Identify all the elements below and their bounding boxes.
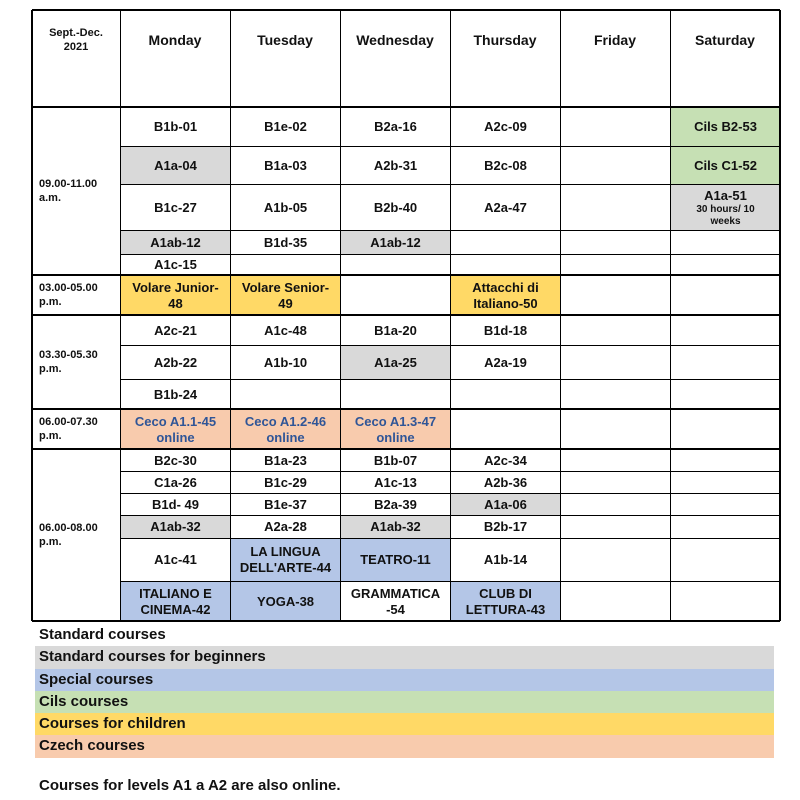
course-cell: A1a-06	[451, 494, 560, 515]
legend-item: Cils courses	[35, 691, 774, 713]
empty-cell	[671, 346, 780, 379]
course-cell: B2c-08	[484, 157, 527, 173]
grid-line	[779, 10, 781, 621]
empty-cell	[671, 494, 780, 515]
grid-line	[32, 448, 780, 450]
empty-cell	[231, 380, 340, 409]
footnote: Courses for levels A1 a A2 are also online.	[39, 777, 341, 794]
course-cell: A1ab-32	[121, 516, 230, 538]
course-cell: A2a-19	[484, 354, 527, 370]
course-cell: B1c-27	[154, 199, 197, 215]
empty-cell	[671, 539, 780, 581]
course-cell: A2c-34	[484, 452, 527, 468]
grid-line	[450, 10, 451, 621]
grid-line	[32, 314, 780, 316]
grid-line	[230, 10, 231, 621]
course-cell: CLUB DI LETTURA-43	[451, 582, 560, 621]
day-header-monday: Monday	[148, 32, 202, 48]
course-cell: B1e-02	[264, 119, 307, 134]
day-header-friday: Friday	[593, 32, 636, 48]
course-cell: LA LINGUA DELL'ARTE-44	[231, 539, 340, 581]
course-cell: A1c-48	[264, 322, 307, 338]
course-cell: B1e-37	[264, 496, 307, 512]
grid-line	[120, 10, 121, 621]
course-cell: Cils B2-53	[671, 108, 780, 146]
course-cell: A1ab-12	[121, 231, 230, 254]
legend-item: Standard courses	[39, 626, 166, 643]
course-cell: A1a-25	[341, 346, 450, 379]
course-cell: B2b-40	[373, 199, 418, 215]
course-cell: Ceco A1.1-45 online	[121, 410, 230, 449]
grid-line	[31, 10, 33, 621]
course-cell: Cils C1-52	[671, 147, 780, 184]
course-cell: A1a-51 30 hours/ 10 weeks	[671, 185, 780, 230]
empty-cell	[671, 255, 780, 275]
empty-cell	[671, 516, 780, 538]
grid-line	[340, 10, 341, 621]
course-cell: C1a-26	[154, 474, 197, 490]
empty-cell	[561, 410, 670, 449]
day-header-saturday: Saturday	[695, 32, 755, 48]
time-slot-label: 06.00-08.00 p.m.	[39, 522, 98, 548]
empty-cell	[671, 316, 780, 345]
empty-cell	[561, 380, 670, 409]
course-cell: B1d-18	[483, 322, 528, 338]
time-slot-label: 09.00-11.00 a.m.	[39, 178, 98, 204]
grid-line	[670, 10, 671, 621]
empty-cell	[671, 450, 780, 471]
empty-cell	[561, 494, 670, 515]
grid-line	[32, 408, 780, 410]
course-cell: Volare Junior- 48	[121, 276, 230, 315]
time-slot-label: 03.00-05.00 p.m.	[39, 282, 98, 308]
course-cell: GRAMMATICA -54	[350, 585, 441, 617]
empty-cell	[341, 380, 450, 409]
course-cell: B1a-23	[264, 452, 307, 468]
empty-cell	[231, 255, 340, 275]
empty-cell	[451, 255, 560, 275]
course-cell: B2c-30	[154, 452, 197, 468]
empty-cell	[561, 108, 670, 146]
course-cell: A1b-05	[263, 199, 308, 215]
course-cell: B1a-20	[374, 322, 417, 338]
legend-item: Czech courses	[35, 735, 774, 757]
course-cell: A1c-41	[154, 552, 197, 567]
grid-line	[32, 274, 780, 276]
course-cell: A1ab-32	[341, 516, 450, 538]
course-cell: B1a-03	[264, 157, 307, 173]
grid-line	[32, 620, 780, 622]
legend-item: Courses for children	[35, 713, 774, 735]
empty-cell	[561, 147, 670, 184]
empty-cell	[671, 410, 780, 449]
grid-line	[560, 10, 561, 621]
day-header-tuesday: Tuesday	[257, 32, 313, 48]
empty-cell	[671, 582, 780, 621]
course-cell: A1c-15	[154, 257, 197, 272]
empty-cell	[561, 516, 670, 538]
empty-cell	[561, 231, 670, 254]
time-slot-label: 03.30-05.30 p.m.	[39, 349, 98, 375]
course-cell: B2a-16	[374, 119, 417, 134]
time-slot-label: 06.00-07.30 p.m.	[39, 416, 98, 442]
empty-cell	[561, 346, 670, 379]
course-cell: A1b-14	[483, 552, 528, 567]
grid-line	[32, 106, 780, 108]
empty-cell	[561, 539, 670, 581]
grid-line	[32, 9, 780, 11]
course-cell: Volare Senior- 49	[231, 276, 340, 315]
empty-cell	[451, 410, 560, 449]
course-cell: A2b-31	[373, 157, 418, 173]
course-cell: A1b-10	[263, 354, 308, 370]
course-cell: B1d- 49	[152, 496, 199, 512]
course-cell: A1a-04	[121, 147, 230, 184]
course-cell: ITALIANO E CINEMA-42	[121, 582, 230, 621]
empty-cell	[451, 380, 560, 409]
day-header-wednesday: Wednesday	[356, 32, 434, 48]
empty-cell	[561, 185, 670, 230]
legend	[35, 624, 774, 758]
course-cell: A2c-09	[484, 119, 527, 134]
empty-cell	[561, 582, 670, 621]
period-header: Sept.-Dec. 2021	[49, 27, 103, 53]
empty-cell	[671, 276, 780, 315]
course-cell: A1ab-12	[341, 231, 450, 254]
empty-cell	[341, 255, 450, 275]
empty-cell	[671, 472, 780, 493]
course-cell: B2b-17	[483, 519, 528, 534]
course-cell: A2b-22	[153, 354, 198, 370]
course-cell: B1c-29	[264, 474, 307, 490]
empty-cell	[561, 255, 670, 275]
course-cell: A2a-47	[484, 199, 527, 215]
course-cell: TEATRO-11	[341, 539, 450, 581]
course-cell: Attacchi di Italiano-50	[451, 276, 560, 315]
course-cell: Ceco A1.2-46 online	[231, 410, 340, 449]
course-cell: A2b-36	[483, 474, 528, 490]
course-cell: B1b-07	[373, 452, 418, 468]
day-header-thursday: Thursday	[473, 32, 537, 48]
empty-cell	[561, 472, 670, 493]
course-cell: A1c-13	[374, 474, 417, 490]
course-cell: A2c-21	[154, 322, 197, 338]
course-cell: Ceco A1.3-47 online	[341, 410, 450, 449]
empty-cell	[671, 380, 780, 409]
course-cell: B1b-01	[153, 119, 198, 134]
course-cell: B1d-35	[263, 234, 308, 250]
empty-cell	[561, 450, 670, 471]
course-cell: B1b-24	[153, 386, 198, 402]
course-cell: B2a-39	[374, 496, 417, 512]
empty-cell	[561, 276, 670, 315]
course-cell: A2a-28	[264, 519, 307, 534]
empty-cell	[671, 231, 780, 254]
legend-item: Special courses	[35, 669, 774, 691]
empty-cell	[561, 316, 670, 345]
course-cell: YOGA-38	[231, 582, 340, 621]
legend-item: Standard courses for beginners	[35, 646, 774, 668]
empty-cell	[451, 231, 560, 254]
empty-cell	[341, 276, 450, 315]
